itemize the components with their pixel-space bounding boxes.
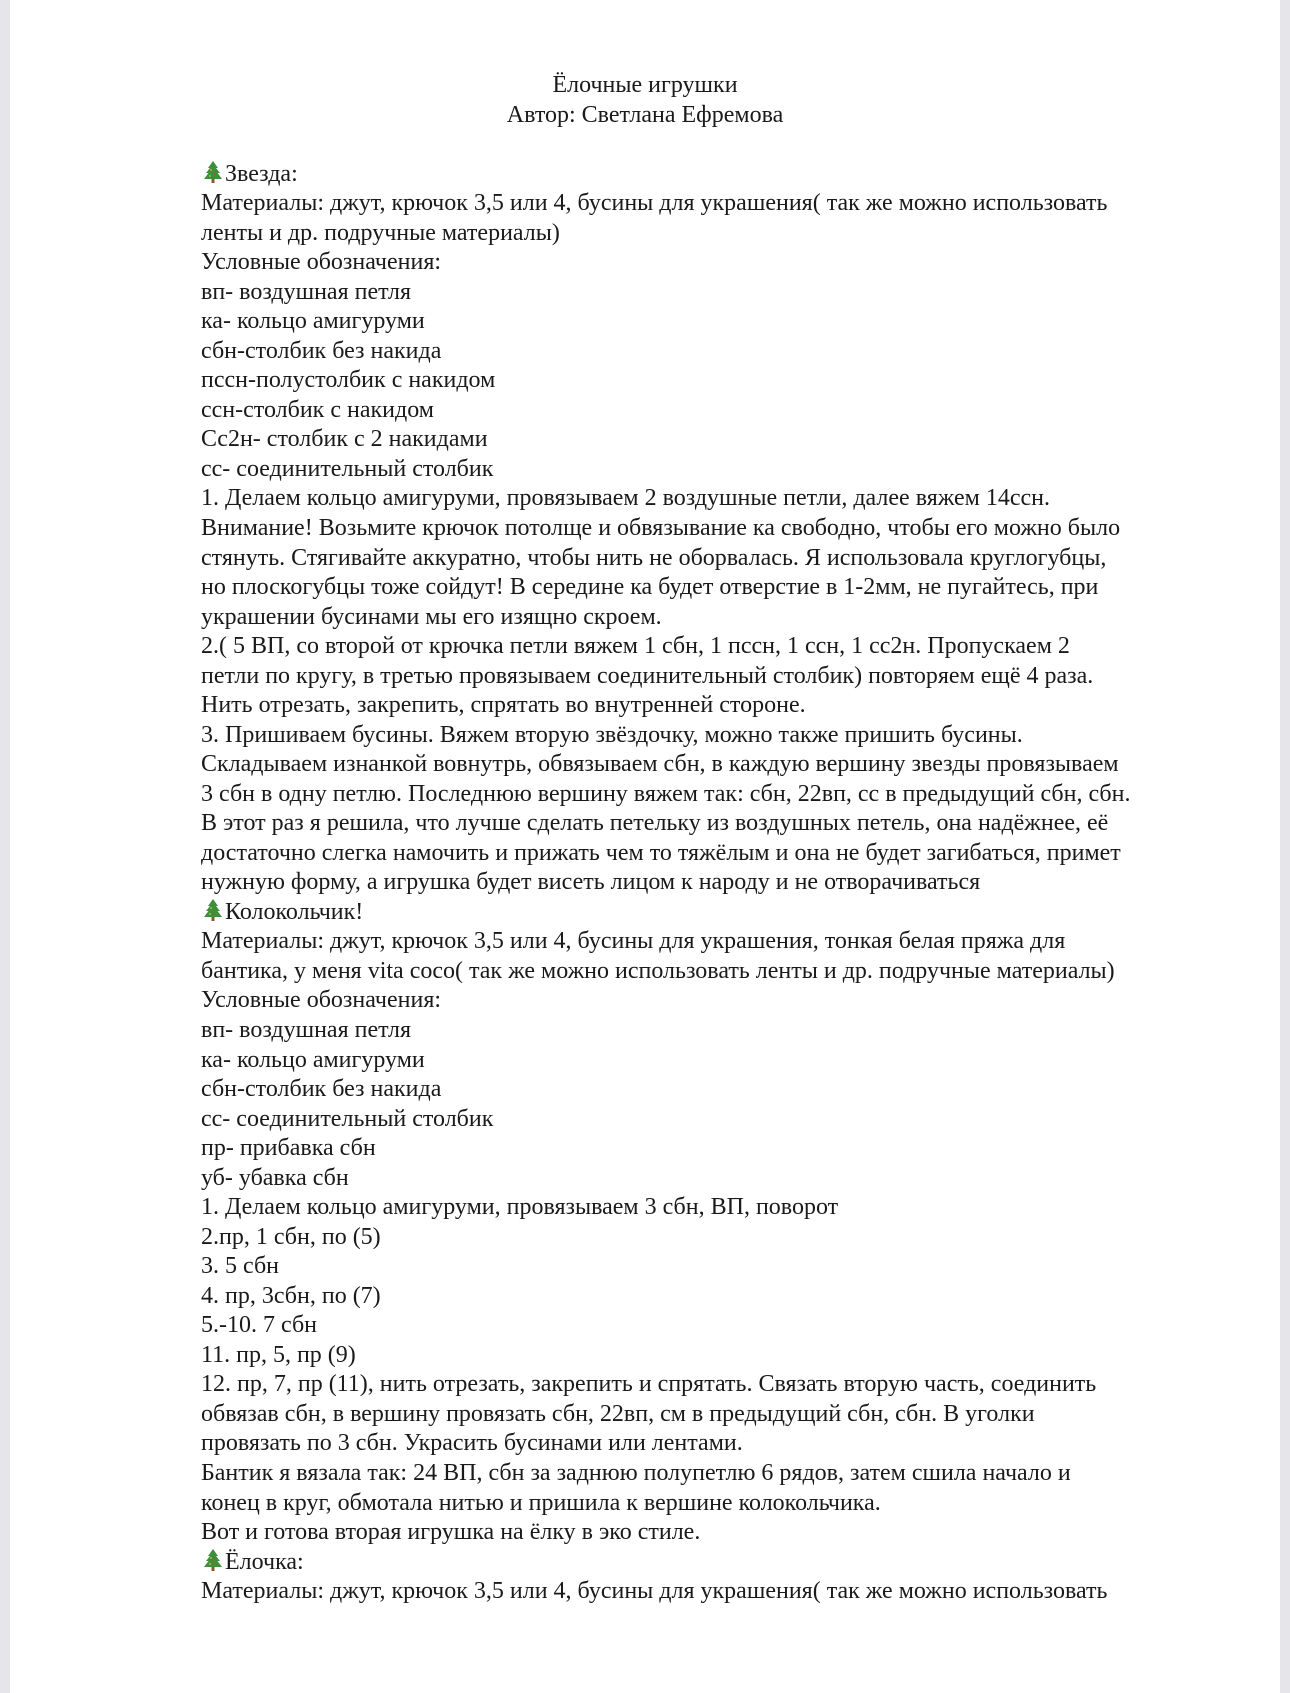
text-line: украшении бусинами мы его изящно скроем. <box>201 603 662 630</box>
text-line: сс- соединительный столбик <box>201 1105 494 1132</box>
text-line: Материалы: джут, крючок 3,5 или 4, бусины для украшения( так же можно использовать <box>201 1578 1108 1605</box>
section-heading <box>201 160 1280 190</box>
spacer <box>201 130 1280 160</box>
text-line: Условные обозначения: <box>201 249 442 276</box>
section <box>201 160 1280 898</box>
text-line: конец в круг, обмотала нитью и пришила к вершине колокольчика. <box>201 1489 881 1516</box>
text-line: Бантик я вязала так: 24 ВП, сбн за заднюю полупетлю 6 рядов, затем сшила начало и <box>201 1459 1071 1486</box>
text-line: сс- соединительный столбик <box>201 455 494 482</box>
christmas-tree-icon <box>201 160 225 184</box>
text-line: обвязав сбн, в вершину провязать сбн, 22вп, см в предыдущий сбн, сбн. В уголки <box>201 1400 1035 1427</box>
text-line: стянуть. Стягивайте аккуратно, чтобы нить не оборвалась. Я использовала круглогубцы, <box>201 544 1107 571</box>
document-title: Ёлочные игрушки <box>552 72 738 98</box>
text-line: 12. пр, 7, пр (11), нить отрезать, закрепить и спрятать. Связать вторую часть, соединить <box>201 1371 1097 1398</box>
text-line: ка- кольцо амигуруми <box>201 308 425 335</box>
text-line: ленты и др. подручные материалы) <box>201 219 560 246</box>
text-line: бантика, у меня vita coco( так же можно использовать ленты и др. подручные материалы) <box>201 957 1115 984</box>
text-line: Материалы: джут, крючок 3,5 или 4, бусины для украшения, тонкая белая пряжа для <box>201 928 1066 955</box>
text-line: Условные обозначения: <box>201 987 442 1014</box>
text-line: 1. Делаем кольцо амигуруми, провязываем 3 сбн, ВП, поворот <box>201 1194 839 1221</box>
text-line: Складываем изнанкой вовнутрь, обвязываем сбн, в каждую вершину звезды провязываем <box>201 751 1119 778</box>
section-heading <box>201 1548 1280 1578</box>
text-line: вп- воздушная петля <box>201 278 412 305</box>
text-line: петли по кругу, в третью провязываем соединительный столбик) повторяем ещё 4 раза. <box>201 662 1094 689</box>
text-line: 3 сбн в одну петлю. Последнюю вершину вяжем так: сбн, 22вп, сс в предыдущий сбн, сбн. <box>201 780 1131 807</box>
text-line: 2.пр, 1 сбн, по (5) <box>201 1223 381 1250</box>
text-line: 2.( 5 ВП, со второй от крючка петли вяжем 1 сбн, 1 пссн, 1 ссн, 1 сс2н. Пропускаем 2 <box>201 633 1070 660</box>
text-line: Нить отрезать, закрепить, спрятать во внутренней стороне. <box>201 692 806 719</box>
document-body <box>201 71 1280 1607</box>
text-line: Материалы: джут, крючок 3,5 или 4, бусины для украшения( так же можно использовать <box>201 190 1108 217</box>
text-line: 5.-10. 7 сбн <box>201 1312 317 1339</box>
text-line: пссн-полустолбик с накидом <box>201 367 496 394</box>
text-line: сбн-столбик без накида <box>201 337 442 364</box>
text-line: В этот раз я решила, что лучше сделать петельку из воздушных петель, она надёжнее, её <box>201 810 1109 837</box>
text-line: пр- прибавка сбн <box>201 1135 376 1162</box>
section-heading-text: Звезда: <box>225 160 298 187</box>
text-line: ка- кольцо амигуруми <box>201 1046 425 1073</box>
section-heading <box>201 898 1280 928</box>
section <box>201 1548 1280 1607</box>
text-line: но плоскогубцы тоже сойдут! В середине ка будет отверстие в 1-2мм, не пугайтесь, при <box>201 574 1099 601</box>
christmas-tree-icon <box>201 898 225 922</box>
text-line: нужную форму, а игрушка будет висеть лицом к народу и не отворачиваться <box>201 869 981 896</box>
text-line: 3. Пришиваем бусины. Вяжем вторую звёздочку, можно также пришить бусины. <box>201 721 1023 748</box>
text-line: вп- воздушная петля <box>201 1017 412 1043</box>
document-author: Автор: Светлана Ефремова <box>506 101 784 128</box>
text-line: уб- убавка сбн <box>201 1164 349 1191</box>
sections <box>201 160 1280 1607</box>
text-line: достаточно слегка намочить и прижать чем то тяжёлым и она не будет загибаться, примет <box>201 839 1121 866</box>
text-line: ссн-столбик с накидом <box>201 396 434 423</box>
section <box>201 898 1280 1548</box>
text-line: сбн-столбик без накида <box>201 1076 442 1103</box>
text-line: Внимание! Возьмите крючок потолще и обвязывание ка свободно, чтобы его можно было <box>201 514 1121 541</box>
section-heading-text: Колокольчик! <box>225 898 364 925</box>
text-line: 11. пр, 5, пр (9) <box>201 1341 356 1368</box>
text-line: 3. 5 сбн <box>201 1253 279 1280</box>
christmas-tree-icon <box>201 1548 225 1572</box>
text-line: 4. пр, 3сбн, по (7) <box>201 1282 381 1309</box>
text-line: провязать по 3 сбн. Украсить бусинами или лентами. <box>201 1430 743 1457</box>
text-line: 1. Делаем кольцо амигуруми, провязываем 2 воздушные петли, далее вяжем 14ссн. <box>201 485 1051 512</box>
text-line: Вот и готова вторая игрушка на ёлку в эко стиле. <box>201 1519 701 1546</box>
document-page <box>10 0 1280 1693</box>
text-line: Сс2н- столбик с 2 накидами <box>201 426 488 453</box>
section-heading-text: Ёлочка: <box>225 1548 304 1575</box>
